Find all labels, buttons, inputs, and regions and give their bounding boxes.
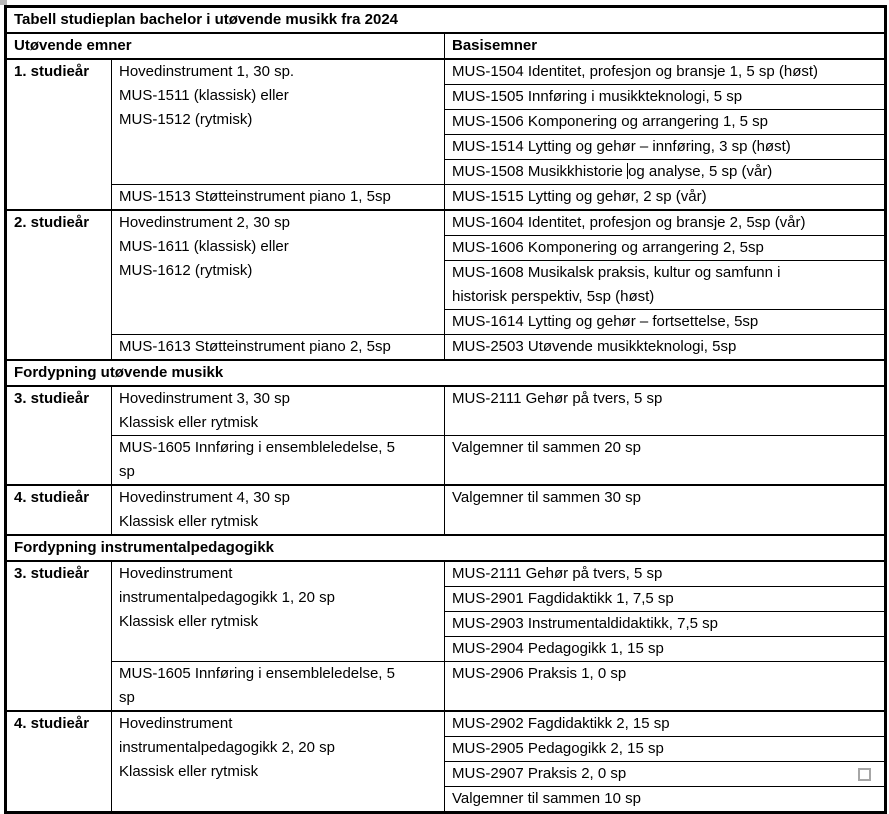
ped-year4-basis-cell-0[interactable]	[445, 711, 886, 737]
ped-year4-main-line-2: instrumentalpedagogikk 2, 20 sp	[119, 739, 335, 756]
perf-year4-label-cell[interactable]	[6, 485, 112, 535]
ped-year3-support-cell[interactable]	[112, 662, 445, 712]
perf-year4-main-line-2: Klassisk eller rytmisk	[119, 513, 259, 530]
year1-main-line-1: Hovedinstrument 1, 30 sp.	[119, 63, 295, 80]
studyplan-table	[4, 5, 887, 814]
perf-year3-support-line-1: MUS-1605 Innføring i ensembleledelse, 5	[119, 439, 395, 456]
year2-basis-1: MUS-1606 Komponering og arrangering 2, 5sp	[452, 239, 764, 256]
year2-basis-2-line-2: historisk perspektiv, 5sp (høst)	[452, 288, 655, 305]
year1-basis-4-after-caret: og analyse, 5 sp (vår)	[628, 163, 773, 180]
section-pedagogy-cell[interactable]	[6, 535, 886, 561]
ped-year3-support-line-2: sp	[119, 689, 135, 706]
perf-year3-elective: Valgemner til sammen 20 sp	[452, 439, 641, 456]
perf-year3-main-line-2: Klassisk eller rytmisk	[119, 414, 259, 431]
ped-year3-main-cell[interactable]	[112, 561, 445, 662]
document-page	[4, 5, 887, 814]
year1-basis-4-before-caret: MUS-1508 Musikkhistorie	[452, 163, 628, 180]
year1-basis-cell-0[interactable]	[445, 59, 886, 85]
year2-support-basis-cell[interactable]	[445, 335, 886, 361]
ped-year4-basis-cell-3[interactable]	[445, 787, 886, 813]
year1-basis-cell-4[interactable]	[445, 160, 886, 185]
year2-main-cell[interactable]	[112, 210, 445, 335]
perf-year3-support-cell[interactable]	[112, 436, 445, 486]
year2-basis-cell-3[interactable]	[445, 310, 886, 335]
year1-support-cell[interactable]	[112, 185, 445, 211]
perf-year3-main-line-1: Hovedinstrument 3, 30 sp	[119, 390, 290, 407]
year2-basis-cell-2[interactable]	[445, 261, 886, 310]
ped-year4-main-line-3: Klassisk eller rytmisk	[119, 763, 259, 780]
perf-year4-label: 4. studieår	[14, 489, 90, 506]
perf-year3-basis: MUS-2111 Gehør på tvers, 5 sp	[452, 390, 663, 407]
year1-basis-0: MUS-1504 Identitet, profesjon og bransje 1, 5 sp (høst)	[452, 63, 819, 80]
ped-year4-basis-1: MUS-2905 Pedagogikk 2, 15 sp	[452, 740, 664, 757]
perf-year4-main-line-1: Hovedinstrument 4, 30 sp	[119, 489, 290, 506]
year1-support-basis: MUS-1515 Lytting og gehør, 2 sp (vår)	[452, 188, 707, 205]
year2-support: MUS-1613 Støtteinstrument piano 2, 5sp	[119, 338, 391, 355]
ped-year4-basis-3: Valgemner til sammen 10 sp	[452, 790, 641, 807]
ped-year4-basis-cell-2[interactable]	[445, 762, 886, 787]
ped-year3-basis-cell-3[interactable]	[445, 637, 886, 662]
year1-main-cell[interactable]	[112, 59, 445, 185]
ped-year4-basis-cell-1[interactable]	[445, 737, 886, 762]
section-performing-cell[interactable]	[6, 360, 886, 386]
header-performing-cell[interactable]	[6, 33, 445, 59]
year1-basis-1: MUS-1505 Innføring i musikkteknologi, 5 sp	[452, 88, 743, 105]
year2-label: 2. studieår	[14, 214, 90, 231]
ped-year3-basis-3: MUS-2904 Pedagogikk 1, 15 sp	[452, 640, 664, 657]
ped-year3-main-line-3: Klassisk eller rytmisk	[119, 613, 259, 630]
ped-year3-support-basis-cell[interactable]	[445, 662, 886, 712]
table-resize-handle[interactable]	[858, 768, 871, 781]
ped-year3-label-cell[interactable]	[6, 561, 112, 711]
year2-basis-0: MUS-1604 Identitet, profesjon og bransje 2, 5sp (vår)	[452, 214, 806, 231]
ped-year3-label: 3. studieår	[14, 565, 90, 582]
header-basis-cell[interactable]	[445, 33, 886, 59]
perf-year3-label-cell[interactable]	[6, 386, 112, 485]
year2-main-line-1: Hovedinstrument 2, 30 sp	[119, 214, 290, 231]
section-performing-title: Fordypning utøvende musikk	[14, 364, 224, 381]
perf-year3-basis-cell[interactable]	[445, 386, 886, 436]
ped-year4-basis-2: MUS-2907 Praksis 2, 0 sp	[452, 765, 627, 782]
year2-basis-3: MUS-1614 Lytting og gehør – fortsettelse, 5sp	[452, 313, 759, 330]
year1-support-basis-cell[interactable]	[445, 185, 886, 211]
year2-support-cell[interactable]	[112, 335, 445, 361]
year1-main-line-2: MUS-1511 (klassisk) eller	[119, 87, 289, 104]
ped-year3-basis-2: MUS-2903 Instrumentaldidaktikk, 7,5 sp	[452, 615, 718, 632]
ped-year3-basis-0: MUS-2111 Gehør på tvers, 5 sp	[452, 565, 663, 582]
table-title-cell[interactable]	[6, 7, 886, 34]
table-title: Tabell studieplan bachelor i utøvende musikk fra 2024	[14, 11, 399, 28]
perf-year3-elective-cell[interactable]	[445, 436, 886, 486]
year1-basis-cell-2[interactable]	[445, 110, 886, 135]
ped-year4-main-line-1: Hovedinstrument	[119, 715, 233, 732]
year1-basis-2: MUS-1506 Komponering og arrangering 1, 5 sp	[452, 113, 769, 130]
section-pedagogy-title: Fordypning instrumentalpedagogikk	[14, 539, 275, 556]
year1-label-cell[interactable]	[6, 59, 112, 210]
year1-basis-3: MUS-1514 Lytting og gehør – innføring, 3 sp (høst)	[452, 138, 791, 155]
ped-year4-label-cell[interactable]	[6, 711, 112, 813]
ped-year4-basis-0: MUS-2902 Fagdidaktikk 2, 15 sp	[452, 715, 670, 732]
ped-year3-support-line-1: MUS-1605 Innføring i ensembleledelse, 5	[119, 665, 395, 682]
year2-support-basis: MUS-2503 Utøvende musikkteknologi, 5sp	[452, 338, 737, 355]
perf-year4-elective-cell[interactable]	[445, 485, 886, 535]
ped-year4-main-cell[interactable]	[112, 711, 445, 813]
ped-year3-main-line-2: instrumentalpedagogikk 1, 20 sp	[119, 589, 335, 606]
perf-year3-support-line-2: sp	[119, 463, 135, 480]
perf-year4-elective: Valgemner til sammen 30 sp	[452, 489, 641, 506]
year1-main-line-3: MUS-1512 (rytmisk)	[119, 111, 253, 128]
perf-year4-main-cell[interactable]	[112, 485, 445, 535]
year2-basis-cell-1[interactable]	[445, 236, 886, 261]
ped-year3-basis-cell-0[interactable]	[445, 561, 886, 587]
header-basis: Basisemner	[452, 37, 538, 54]
year2-main-line-2: MUS-1611 (klassisk) eller	[119, 238, 289, 255]
year2-main-line-3: MUS-1612 (rytmisk)	[119, 262, 253, 279]
year1-basis-cell-3[interactable]	[445, 135, 886, 160]
ped-year4-label: 4. studieår	[14, 715, 90, 732]
year1-label: 1. studieår	[14, 63, 90, 80]
ped-year3-basis-cell-1[interactable]	[445, 587, 886, 612]
ped-year3-support-basis: MUS-2906 Praksis 1, 0 sp	[452, 665, 627, 682]
ped-year3-basis-cell-2[interactable]	[445, 612, 886, 637]
year2-label-cell[interactable]	[6, 210, 112, 360]
year2-basis-2-line-1: MUS-1608 Musikalsk praksis, kultur og samfunn i	[452, 264, 781, 281]
ped-year3-basis-1: MUS-2901 Fagdidaktikk 1, 7,5 sp	[452, 590, 674, 607]
year1-basis-cell-1[interactable]	[445, 85, 886, 110]
year1-support: MUS-1513 Støtteinstrument piano 1, 5sp	[119, 188, 391, 205]
year2-basis-cell-0[interactable]	[445, 210, 886, 236]
perf-year3-label: 3. studieår	[14, 390, 90, 407]
header-performing: Utøvende emner	[14, 37, 132, 54]
perf-year3-main-cell[interactable]	[112, 386, 445, 436]
ped-year3-main-line-1: Hovedinstrument	[119, 565, 233, 582]
